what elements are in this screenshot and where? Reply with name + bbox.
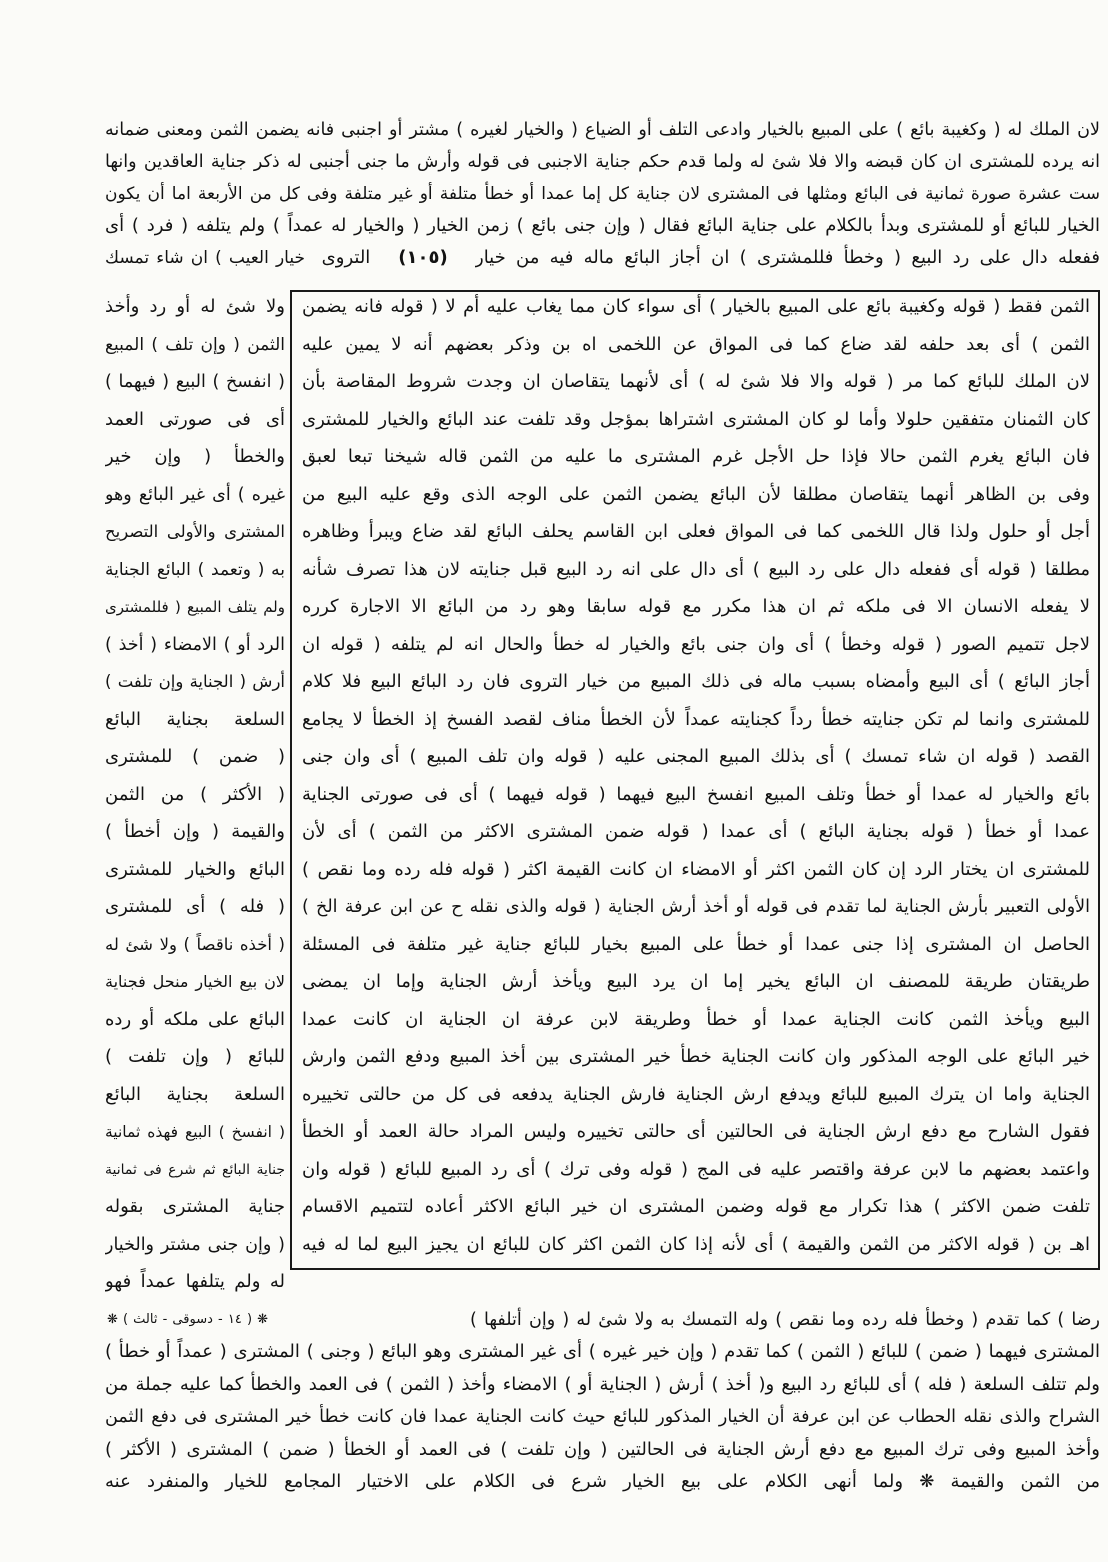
commentary-line: وفى بن الظاهر أنهما يتقاصان مطلقا لأن البائع يضمن الثمن على الوجه الذى وقع عليه البيع من — [302, 483, 1090, 505]
commentary-line: الحاصل ان المشترى إذا جنى عمدا أو خطأ على المبيع بخيار للبائع جناية غير متلفة فى المسئلة — [302, 933, 1090, 955]
margin-text-line: لان بيع الخيار منحل فجناية — [105, 972, 285, 991]
commentary-line: الجناية واما ان يترك المبيع للبائع ويدفع ارش الجناية فارش الجناية يدفعه فى كل من حالتى تخييره — [302, 1083, 1090, 1105]
margin-text-line: ( أخذه ناقصاً ) ولا شئ له — [105, 934, 285, 954]
commentary-line: للمشترى ان يختار الرد إن كان الثمن اكثر أو الامضاء ان كانت القيمة اكثر ( قوله فله رده وما نقص ) — [302, 858, 1090, 880]
main-text-line: من الثمن والقيمة ❋ ولما أنهى الكلام على بيع الخيار شرع فى الكلام على الاختيار المجامع للخيار والمنفرد عنه — [105, 1471, 1100, 1492]
commentary-line: الثمن ) أى بعد حلفه لقد ضاع كما فى المواق عن اللخمى اه بن وذكر بعضهم أنه لا يمين عليه — [302, 333, 1090, 355]
margin-text-line: السلعة بجناية البائع — [105, 1083, 285, 1105]
main-text-line: لان الملك له ( وكغيبة بائع ) على المبيع بالخيار وادعى التلف أو الضياع ( والخيار لغيره ) مشتر أو اجنبى فانه يضمن الثمن ومعنى ضمانه — [105, 120, 1100, 140]
margin-text-line: ( الأكثر ) من الثمن — [105, 783, 285, 805]
margin-text-line: أرش ( الجناية وإن تلفت ) — [105, 672, 285, 691]
margin-text-line: ( فله ) أى للمشترى — [105, 896, 285, 917]
commentary-line: بائع والخيار له عمدا أو خطأ وتلف المبيع انفسخ البيع فيهما ( قوله فيهما ) أى فى صورتى الجناية — [302, 783, 1090, 805]
main-text-word: التروى — [321, 247, 371, 268]
margin-text-line: جناية البائع ثم شرع فى ثمانية — [105, 1161, 285, 1178]
commentary-line: الأولى التعبير بأرش الجناية لما تقدم فى قوله أو أخذ أرش الجناية ( قوله والذى نقله ح عن ابن عرفة الخ ) — [302, 897, 1090, 917]
margin-text-line: والقيمة ( وإن أخطأ ) — [105, 821, 285, 842]
commentary-line: لا يفعله الانسان الا فى ملكه ثم ان هذا مكرر مع قوله سابقا وهو رد من البائع الا الاجارة كرره — [302, 596, 1090, 617]
margin-text-line: له ولم يتلفها عمداً فهو — [105, 1271, 285, 1292]
margin-text-line: ولم يتلف المبيع ( فللمشترى — [105, 598, 285, 616]
main-text-line: خيار العيب ) ان شاء تمسك — [105, 248, 305, 268]
main-text-line: رضا ) كما تقدم ( وخطأ فله رده وما نقص ) وله التمسك به ولا شئ له ( وإن أتلفها ) — [470, 1310, 1100, 1330]
commentary-line: أجاز البائع ) أى البيع وأمضاه بسبب ماله فى ذلك المبيع من خيار التروى فان رد البائع البيع فلا كلام — [302, 671, 1090, 692]
main-text-line: انه يرده للمشترى ان كان قبضه والا فلا شئ له ولما قدم حكم جناية الاجنبى فى قوله وأرش ما جنى أجنبى له ذكر جناية العاقدين وانها — [105, 152, 1100, 172]
margin-text-line: ( وإن جنى مشتر والخيار — [105, 1234, 285, 1255]
main-text-line: الخيار للبائع أو للمشترى وبدأ بالكلام على جناية البائع فقال ( وإن جنى بائع ) زمن الخيار ( والخيار له عمداً ) ولم يتلفه ( فرد ) أى — [105, 215, 1100, 236]
commentary-line: عمدا أو خطأ ( قوله بجناية البائع ) أى عمدا ( قوله ضمن المشترى الاكثر من الثمن ) أى لأن — [302, 821, 1090, 842]
main-text-line: ففعله دال على رد البيع ( وخطأ فللمشترى ) ان أجاز البائع ماله فيه من خيار — [475, 247, 1100, 268]
margin-text-line: ( ضمن ) للمشترى — [105, 746, 285, 767]
margin-text-line: البائع على ملكه أو رده — [105, 1008, 285, 1030]
margin-text-line: غيره ) أى غير البائع وهو — [105, 484, 285, 505]
commentary-line: طريقتان طريقة للمصنف ان البائع يخير إما ان يرد البيع ويأخذ أرش الجناية وإما ان يمضى — [302, 971, 1090, 992]
margin-text-line: جناية المشترى بقوله — [105, 1196, 285, 1217]
commentary-line: الثمن فقط ( قوله وكغيبة بائع على المبيع بالخيار ) أى سواء كان مما يغاب عليه أم لا ( قوله فانه يضمن — [302, 296, 1090, 317]
commentary-line: البيع ويأخذ الثمن كانت الجناية عمدا أو خطأ وطريقة لابن عرفة ان الجناية ان كانت عمدا — [302, 1008, 1090, 1030]
margin-text-line: أى فى صورتى العمد — [105, 408, 285, 430]
commentary-line: أجل أو حلول ولذا قال اللخمى كما فى المواق فعلى ابن القاسم يحلف البائع لقد ضاع ويبرأ وظاهره — [302, 521, 1090, 542]
main-text-line: وأخذ المبيع وفى ترك المبيع مع دفع أرش الجناية فى الحالتين ( وإن تلفت ) فى العمد أو الخطأ ( ضمن ) المشترى ( الأكثر ) — [105, 1438, 1100, 1460]
margin-text-line: الرد أو ) الامضاء ( أخذ ) — [105, 634, 285, 655]
commentary-line: القصد ( قوله ان شاء تمسك ) أى بذلك المبيع المجنى عليه ( قوله وان تلف المبيع ) أى وان جنى — [302, 746, 1090, 767]
commentary-line: لان الملك للبائع كما مر ( قوله والا فلا شئ له ) أى لأنهما يتقاصان ان وجدت شروط المقاصة بأن — [302, 371, 1090, 392]
margin-text-line: الثمن ( وإن تلف ) المبيع — [105, 334, 285, 355]
commentary-line: اهـ بن ( قوله الاكثر من الثمن والقيمة ) أى لأنه إذا كان الثمن اكثر كان للبائع ان يجيز البيع لما له فيه — [302, 1233, 1090, 1255]
margin-text-line: للبائع ( وإن تلفت ) — [105, 1046, 285, 1067]
page-number: (١٠٥) — [398, 247, 448, 268]
signature-mark: ❋ ( ١٤ - دسوقى - ثالث ) ❋ — [106, 1312, 269, 1327]
margin-text-line: ( انفسخ ) البيع ( فيهما ) — [105, 372, 285, 392]
margin-text-line: البائع والخيار للمشترى — [105, 858, 285, 880]
commentary-line: مطلقا ( قوله أى ففعله دال على رد البيع ) أى دال على انه رد البيع قبل جنايته لان هذا تصرف شأنه — [302, 558, 1090, 580]
commentary-line: لاجل تتميم الصور ( قوله وخطأ ) أى وان جنى بائع والخيار له خطأ والحال انه لم يتلفه ( قوله ان — [302, 633, 1090, 655]
margin-text-line: ولا شئ له أو رد وأخذ — [105, 296, 285, 317]
main-text-line: ست عشرة صورة ثمانية فى البائع ومثلها فى المشترى لان جناية كل إما عمدا أو خطأ متلفة أو غير متلفة وفى كل من الأربعة اما أن يكون — [105, 184, 1100, 204]
margin-text-line: والخطأ ( وإن خير — [105, 446, 285, 467]
main-text-line: ولم تتلف السلعة ( فله ) أى للبائع رد البيع و( أخذ ) أرش ( الجناية أو ) الامضاء وأخذ ( الثمن ) فى العمد والخطأ كما عليه جملة من — [105, 1373, 1100, 1395]
margin-text-line: المشترى والأولى التصريح — [105, 522, 285, 541]
margin-text-line: به ( وتعمد ) البائع الجناية — [105, 559, 285, 580]
margin-text-line: السلعة بجناية البائع — [105, 708, 285, 730]
commentary-line: واعتمد بعضهم ما لابن عرفة واقتصر عليه فى المج ( قوله وفى ترك ) أى رد المبيع للبائع ( قوله وان — [302, 1158, 1090, 1180]
margin-text-line: ( انفسخ ) البيع فهذه ثمانية — [105, 1123, 285, 1141]
commentary-line: فقول الشارح مع دفع ارش الجناية فى الحالتين أى حالتى تخييره وليس المراد حالة العمد أو الخطأ — [302, 1121, 1090, 1142]
commentary-line: خير البائع على الوجه المذكور وان كانت الجناية خطأ خير المشترى بين أخذ المبيع ودفع الثمن وارش — [302, 1046, 1090, 1067]
commentary-line: للمشترى وانما لم تكن جنايته خطأ رداً كجنايته عمداً لأن الخطأ مناف لقصد الفسخ إذ الخطأ لا يجامع — [302, 708, 1090, 730]
commentary-line: كان الثمنان متفقين حلولا وأما لو كان المشترى اشتراها بمؤجل وقد تلفت عند البائع والخيار للمشترى — [302, 408, 1090, 430]
main-text-line: المشترى فيهما ( ضمن ) للبائع ( الثمن ) كما تقدم ( وإن خير غيره ) أى غير المشترى وهو البائع ( وجنى ) المشترى ( عمداً أو خطأ ) — [105, 1341, 1100, 1362]
commentary-line: تلفت ضمن الاكثر ) هذا تكرار مع قوله وضمن المشترى ان خير البائع الاكثر أعاده لتتميم الاقسام — [302, 1196, 1090, 1217]
main-text-line: الشراح والذى نقله الحطاب عن ابن عرفة أن الخيار المذكور للبائع حيث كانت الجناية عمدا فان كانت خطأ خير المشترى فى دفع الثمن — [105, 1407, 1100, 1427]
commentary-line: فان البائع يغرم الثمن حالا فإذا حل الأجل غرم المشترى ما عليه من الثمن قاله شيخنا تبعا لعبق — [302, 446, 1090, 467]
